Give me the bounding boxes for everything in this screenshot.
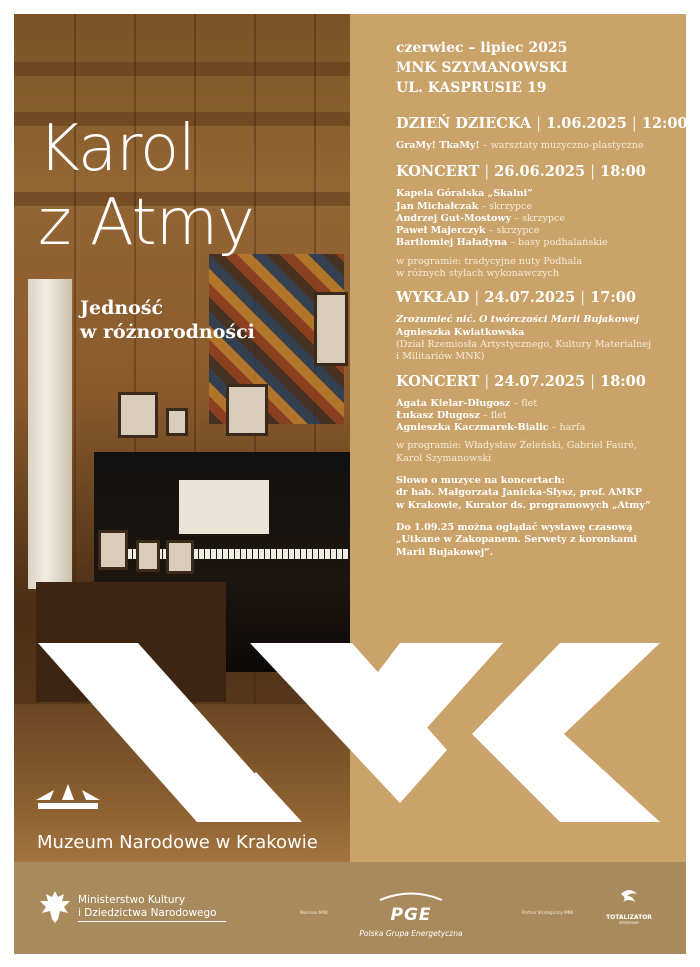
sheet-music [179, 480, 269, 534]
pge-logo [356, 886, 466, 938]
event-schedule [396, 38, 688, 559]
venue: MNK SZYMANOWSKI [396, 60, 568, 76]
address: UL. KASPRUSIE 19 [396, 80, 547, 96]
subtitle-line-1: Jedność [80, 297, 164, 319]
event-program: Karol Szymanowski [396, 452, 492, 464]
partner-label: Partner Strategiczny MNK [522, 910, 574, 915]
performer: Łukasz Długosz – flet [396, 409, 507, 421]
performer: Andrzej Gut-Mostowy – skrzypce [396, 212, 566, 224]
dates: czerwiec – lipiec 2025 [396, 40, 568, 56]
performer: Agata Kielar-Długosz – flet [396, 397, 538, 409]
ministry-underline [78, 921, 226, 922]
speaker-note: w Krakowie, Kurator ds. programowych „Atmy” [396, 499, 651, 511]
event-heading: KONCERT | 24.07.2025 | 18:00 [396, 372, 646, 390]
title-line-2: z Atmy [38, 186, 254, 260]
lecturer-department: (Dział Rzemiosła Artystycznego, Kultury Materialnej [396, 338, 652, 350]
performer: Paweł Majerczyk – skrzypce [396, 225, 540, 237]
event-program: GraMy! TkaMy! – warsztaty muzyczno-plastyczne [396, 140, 644, 151]
event-heading: DZIEŃ DZIECKA | 1.06.2025 | 12:00 [396, 115, 688, 132]
exhibition-note: Do 1.09.25 można oglądać wystawę czasową [396, 521, 633, 533]
event-heading: WYKŁAD | 24.07.2025 | 17:00 [396, 289, 636, 307]
performer: Jan Michałczak – skrzypce [396, 200, 533, 212]
title-line-1: Karol [38, 112, 195, 186]
event-program: w programie: Władysław Żeleński, Gabriel Fauré, [396, 440, 637, 452]
poster-subtitle [80, 296, 255, 344]
speaker-note: Słowo o muzyce na koncertach: [396, 475, 565, 487]
lecturer-department: i Militariów MNK) [396, 351, 485, 363]
curtain [28, 279, 72, 589]
poster-title [38, 112, 254, 260]
desk [36, 582, 226, 702]
ministry-logo [38, 889, 217, 925]
event-heading: KONCERT | 26.06.2025 | 18:00 [396, 163, 646, 181]
exhibition-note: „Utkane w Zakopanem. Serwety z koronkami [396, 534, 638, 546]
totalizator-name: TOTALIZATOR [606, 914, 652, 921]
pge-wordmark: PGE [390, 905, 432, 925]
lecturer: Agnieszka Kwiatkowska [396, 326, 525, 338]
speaker-note: dr hab. Małgorzata Janicka-Słysz, prof. AMKP [396, 487, 643, 499]
performer: Kapela Góralska „Skalni” [396, 188, 533, 200]
patron-label: Mecenas MNK [300, 910, 328, 915]
performer: Agnieszka Kaczmarek-Bialic – harfa [396, 422, 586, 434]
pge-arc-icon [376, 891, 446, 901]
ministry-name-2: i Dziedzictwa Narodowego [78, 907, 217, 919]
pge-full-name: Polska Grupa Energetyczna [359, 929, 463, 938]
totalizator-logo [606, 888, 652, 925]
ministry-name-1: Ministerstwo Kultury [78, 894, 186, 906]
lecture-title: Zrozumieć nić. O twórczości Marii Bujakowej [396, 314, 640, 326]
exhibition-note: Marii Bujakowej”. [396, 546, 494, 558]
museum-name: Muzeum Narodowe w Krakowie [37, 832, 318, 853]
polish-eagle-icon [38, 889, 72, 925]
performer: Bartłomiej Haładyna – basy podhalańskie [396, 237, 608, 249]
totalizator-sub: SPORTOWY [619, 921, 639, 925]
totalizator-swirl-icon [617, 888, 641, 908]
event-program: w programie: tradycyjne nuty Podhala [396, 255, 583, 267]
subtitle-line-2: w różnorodności [80, 321, 255, 343]
event-program: w różnych stylach wykonawczych [396, 268, 560, 280]
